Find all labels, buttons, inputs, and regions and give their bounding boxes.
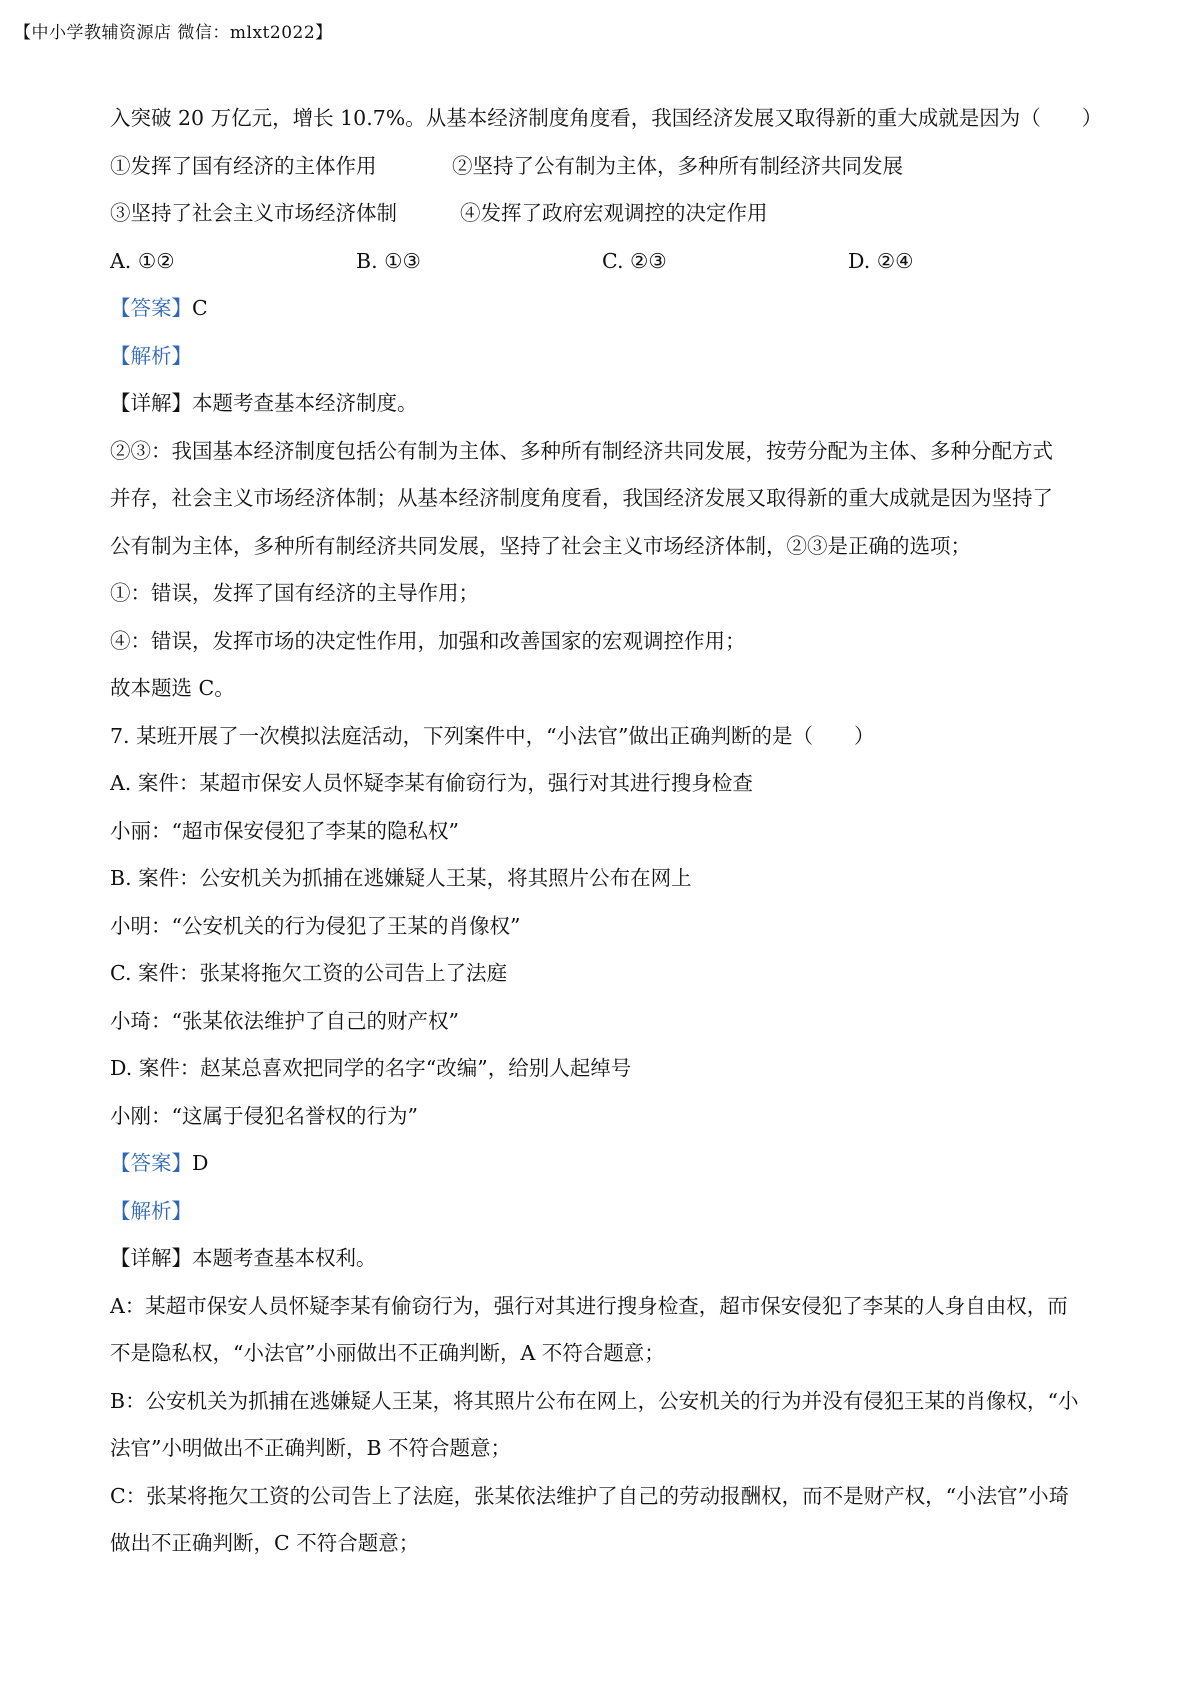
q6-option-b: B. ①③ — [356, 248, 421, 273]
q6-option-d: D. ②④ — [848, 248, 914, 273]
q7-choice-line: 小刚：“这属于侵犯名誉权的行为” — [110, 1103, 418, 1128]
q7-explanation-line: C：张某将拖欠工资的公司告上了法庭，张某依法维护了自己的劳动报酬权，而不是财产权，“小法官”小琦 — [110, 1483, 1070, 1508]
q6-statement-3: ③坚持了社会主义市场经济体制 — [110, 201, 397, 225]
q6-statement-1: ①发挥了国有经济的主体作用 — [110, 153, 377, 178]
q6-option-c: C. ②③ — [602, 248, 667, 273]
q6-explanation-line: 故本题选 C。 — [110, 676, 235, 700]
q6-explanation-line: ②③：我国基本经济制度包括公有制为主体、多种所有制经济共同发展，按劳分配为主体、多种分配方式 — [110, 438, 1053, 463]
q7-choice-line: 小丽：“超市保安侵犯了李某的隐私权” — [110, 818, 459, 843]
q7-analysis — [110, 1188, 1100, 1236]
q7-explanation-line: B：公安机关为抓捕在逃嫌疑人王某，将其照片公布在网上，公安机关的行为并没有侵犯王某的肖像权，“小 — [110, 1388, 1079, 1413]
q6-answer-value: C — [192, 296, 208, 320]
q6-statements-row-1 — [110, 143, 1100, 191]
q6-statement-2: ②坚持了公有制为主体，多种所有制经济共同发展 — [452, 153, 903, 178]
q6-explanation-line: 并存，社会主义市场经济体制；从基本经济制度角度看，我国经济发展又取得新的重大成就是因为坚持了 — [110, 486, 1053, 510]
q7-analysis-tag: 【解析】 — [110, 1198, 192, 1223]
q7-answer-value: D — [192, 1151, 209, 1175]
q7-explanation-line: 法官”小明做出不正确判断，B 不符合题意； — [110, 1436, 512, 1460]
q6-detail: 【详解】本题考查基本经济制度。 — [110, 391, 418, 415]
q7-choice-line: D. 案件：赵某总喜欢把同学的名字“改编”，给别人起绰号 — [110, 1056, 632, 1080]
q6-statements-row-2 — [110, 190, 1100, 238]
q6-explanation-line: ①：错误，发挥了国有经济的主导作用； — [110, 581, 479, 605]
q6-explanation-line: ④：错误，发挥市场的决定性作用，加强和改善国家的宏观调控作用； — [110, 628, 746, 653]
q6-analysis-tag: 【解析】 — [110, 343, 192, 368]
q6-analysis — [110, 333, 1100, 381]
q6-option-a: A. ①② — [110, 248, 175, 273]
q7-choice-line: 小明：“公安机关的行为侵犯了王某的肖像权” — [110, 913, 521, 938]
q6-answer — [110, 285, 1100, 333]
q7-answer — [110, 1140, 1100, 1188]
q7-choice-line: A. 案件：某超市保安人员怀疑李某有偷窃行为，强行对其进行搜身检查 — [110, 771, 753, 795]
q7-answer-tag: 【答案】 — [110, 1151, 192, 1175]
page-header-watermark: 【中小学教辅资源店 微信：mlxt2022】 — [14, 23, 333, 43]
q6-stem-tail: 入突破 20 万亿元，增长 10.7%。从基本经济制度角度看，我国经济发展又取得新的重大成就是因为（ ） — [110, 106, 1103, 130]
q6-answer-tag: 【答案】 — [110, 296, 192, 320]
q7-explanation-line: 做出不正确判断，C 不符合题意； — [110, 1531, 420, 1555]
q7-choice-line: 小琦：“张某依法维护了自己的财产权” — [110, 1008, 459, 1033]
q6-explanation-line: 公有制为主体，多种所有制经济共同发展，坚持了社会主义市场经济体制，②③是正确的选项； — [110, 533, 971, 558]
q6-options — [110, 238, 1100, 286]
q7-choice-line: B. 案件：公安机关为抓捕在逃嫌疑人王某，将其照片公布在网上 — [110, 866, 692, 890]
q7-stem: 7. 某班开展了一次模拟法庭活动，下列案件中，“小法官”做出正确判断的是（ ） — [110, 723, 875, 748]
q6-statement-4: ④发挥了政府宏观调控的决定作用 — [460, 201, 768, 225]
document-body — [110, 95, 1103, 1568]
q7-choice-line: C. 案件：张某将拖欠工资的公司告上了法庭 — [110, 961, 507, 985]
q7-explanation-line: A：某超市保安人员怀疑李某有偷窃行为，强行对其进行搜身检查，超市保安侵犯了李某的人身自由权，而 — [110, 1293, 1068, 1318]
q7-detail: 【详解】本题考查基本权利。 — [110, 1246, 377, 1270]
q7-explanation-line: 不是隐私权，“小法官”小丽做出不正确判断，A 不符合题意； — [110, 1341, 665, 1365]
